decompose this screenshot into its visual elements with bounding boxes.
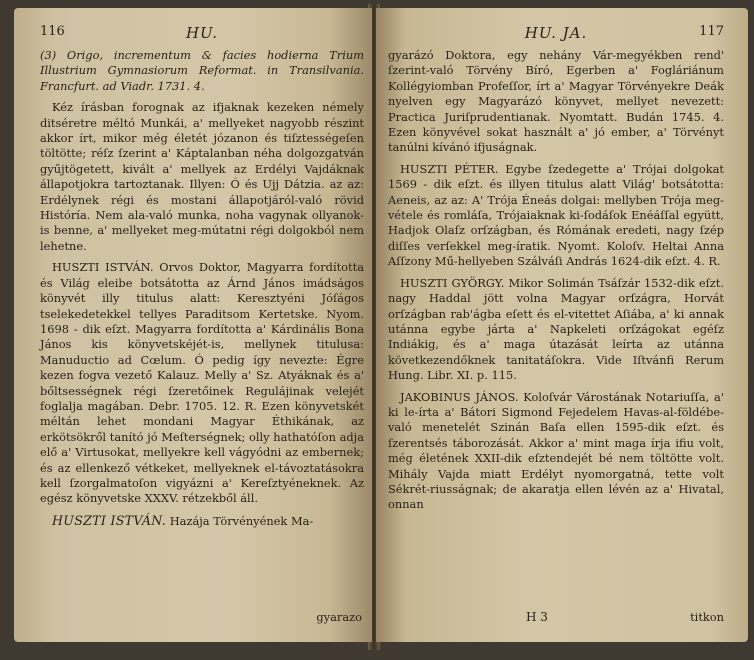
paragraph: HUSZTI ISTVÁN. Orvos Doktor, Magyarra fordította és Világ eleibe botsátotta az Árnd János imádságos könyvét illy titulus alatt: Keresztyéni Jóſágos tselekedetekkel tellyes Paraditsom Kertetske. Nyom. 1698 - dik eſzt. Magyarra fordította a' Kárdinális Bona János kis könyvetskéjét-is, mellynek titulusa: Manuductio ad Cœlum. Ó pedig így nevezte: Égre kezen fogva vezető Kalauz. Melly a' Sz. Atyáknak és a' bőltsességnek régi ſzeretőinek Regulájinak velejét foglalja magában. Debr. 1705. 12. R. Ezen könyvetskét méltán lehet mondani Magyar Éthikának, az erkötsökről tanító jó Meſterségnek; olly hathatóſon adja elő a' Virtusokat, mellyekre kell vágyódni az embernek; és az ellenkező vétkeket, mellyeknek el-távoztatásokra kell ſzorgalmatoſon vigyázni a' Kereſztyéneknek. Az egész könyvetske XXXV. rétzekből áll.	[40, 260, 364, 506]
paragraph: JAKOBINUS JÁNOS. Koloſvár Várostának Notariuſſa, a' ki le-írta a' Bátori Sigmond Fejedelem Havas-al-földébe-való menetelét Szinán Baſa ellen 1595-dik eſzt. és ſzerentsés táborozását. Akkor a' mint maga írja ifiu volt, még életének XXII-dik eſztendejét bé nem töltötte volt. Mihály Vajda miatt Erdélyt nyomorgatná, tette volt Sékrét-riusságnak; de akaratja ellen lévén az a' Hivatal, onnan	[388, 389, 724, 512]
page-number: 117	[699, 24, 724, 39]
catchword: titkon	[690, 610, 724, 624]
left-page-header	[40, 24, 364, 44]
paragraph: Kéz írásban forognak az ifjaknak kezeken némely ditséretre méltó Munkái, a' mellyeket nagyobb részint akkor írt, mikor még életét józanon és tiſztességeſen töltötte; réſz ſzerint a' Káptalanban néha dolgozgatván gyűjtögetett, kivált a' mellyek az Erdélyi Vajdáknak állapotjokra tartoztanak. Illyen: Ó és Ujj Dátzia. az az: Erdélynek régi és mostani állapotjáról-való rövid Históría. Nem ala-való munka, noha vagynak ollyanok-is benne, a' mellyeket meg-mútatni régi dolgokból nem lehetne.	[40, 100, 364, 253]
paragraph: gyarázó Doktora, egy nehány Vár-megyékben rend' ſzerint-való Törvény Bíró, Egerben a' Fogláriánum Kollégyiomban Profeſſor, írt a' Magyar Törvényekre Deák nyelven egy Magyarázó könyvet, mellyet nevezett: Practica Juriſprudentianak. Nyomtatt. Budán 1745. 4. Ezen könyvével sokat használt a' jó ember, a' Törvényt tanúlni kívánó ifjuságnak.	[388, 48, 724, 155]
entry-text: Hazája Törvényének Ma-	[169, 513, 314, 528]
paragraph: (3) Origo, incrementum & facies hodierna Trium Illustrium Gymnasiorum Reformat. in Transilvania. Francfurt. ad Viadr. 1731. 4.	[40, 48, 364, 93]
left-page	[14, 8, 372, 642]
paragraph: HUSZTI PÉTER. Egybe ſzedegette a' Trójai dolgokat 1569 - dik eſzt. és illyen titulus alatt Világ' botsátotta: Aeneis, az az: A' Trója Éneás dolgai: mellyben Trója meg-vétele és romláſa, Trójaiaknak ki-ſodáſok Enéáſſal együtt, Hadjok Olaſz orſzágban, és Rómának eredeti, nagy ſzép diſſes verſekkel meg-íratik. Nyomt. Koloſv. Heltai Anna Aſſzony Mű-hellyeben Szálváſi András 1624-dik eſzt. 4. R.	[388, 161, 724, 269]
signature-mark: H 3	[526, 610, 548, 624]
right-page-header	[388, 24, 724, 44]
running-head: HU. JA.	[524, 24, 588, 42]
running-head: HU.	[185, 24, 219, 42]
entry-heading: HUSZTI ISTVÁN.	[52, 512, 167, 528]
paragraph: HUSZTI GYÖRGY. Mikor Solimán Tsáſzár 1532-dik eſzt. nagy Haddal jött volna Magyar orſzágra, Horvát orſzágban rab'ágba eſett és el-vitettet Aſiába, a' ki annak utánna egybe járta a' Napkeleti orſzágokat egéſz Indiákig, és a' maga útazását leírta az utánna következendőknek tanitatáſokra. Vide Iſtvánfi Rerum Hung. Libr. XI. p. 115.	[388, 275, 724, 383]
right-page	[376, 8, 748, 642]
catchword: gyarazo	[316, 610, 362, 624]
page-number: 116	[40, 24, 65, 39]
